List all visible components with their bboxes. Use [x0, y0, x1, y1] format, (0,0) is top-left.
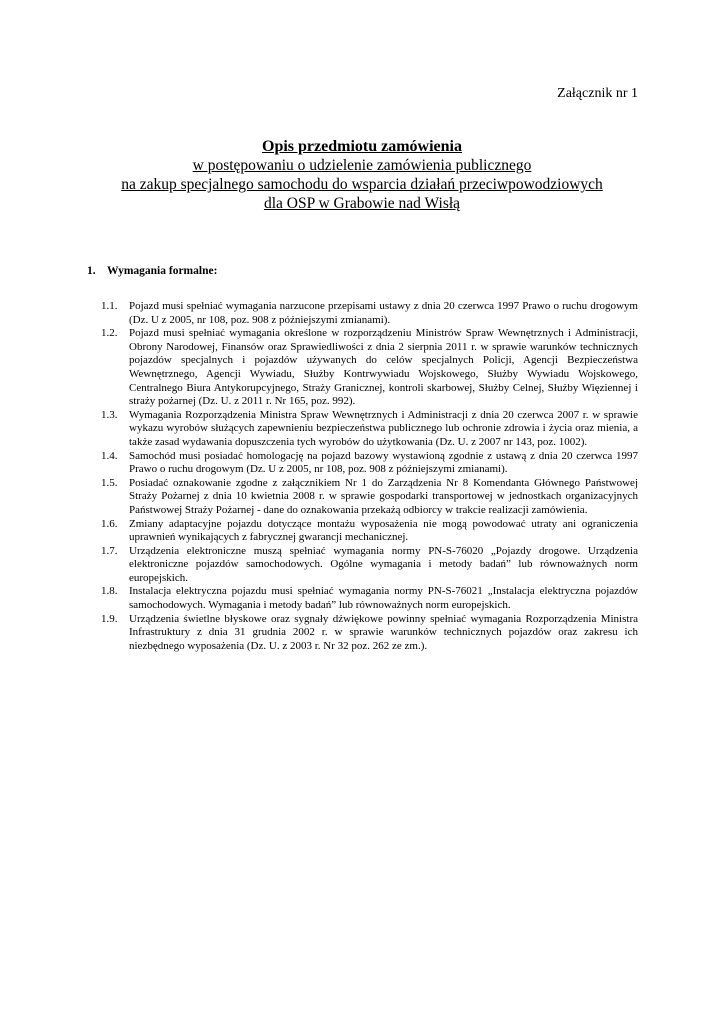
item-text: Posiadać oznakowanie zgodne z załącznikiem Nr 1 do Zarządzenia Nr 8 Komendanta Głównego Państwowej Straży Pożarnej z dnia 10 kwietnia 2008 r. w sprawie gospodarki transportowej w jednostkach organizacyjnych Państwowej Straży Pożarnej - dane do oznakowania przekażą odbiorcy w trakcie realizacji zamówienia.	[129, 476, 638, 516]
list-item	[101, 545, 638, 586]
item-number: 1.1.	[101, 300, 118, 312]
document-title	[60, 137, 664, 213]
list-item	[101, 613, 638, 654]
item-text: Instalacja elektryczna pojazdu musi spełniać wymagania normy PN-S-76021 „Instalacja elektryczna pojazdów samochodowych. Wymagania i metody badań” lub równoważnych norm europejskich.	[129, 585, 638, 612]
item-text: Pojazd musi spełniać wymagania narzucone przepisami ustawy z dnia 20 czerwca 1997 Prawo o ruchu drogowym (Dz. U z 2005, nr 108, poz. 908 z późniejszymi zmianami).	[129, 300, 638, 326]
item-number: 1.4.	[101, 449, 118, 462]
item-number: 1.3.	[101, 408, 118, 421]
item-number: 1.5.	[101, 476, 118, 489]
item-text: Samochód musi posiadać homologację na pojazd bazowy wystawioną zgodnie z ustawą z dnia 20 czerwca 1997 Prawo o ruchu drogowym (Dz. U z 2005, nr 108, poz. 908 z późniejszymi zmianami).	[129, 449, 638, 476]
title-line-4: dla OSP w Grabowie nad Wisłą	[263, 195, 461, 212]
list-item	[101, 327, 638, 409]
item-number: 1.7.	[101, 544, 118, 557]
title-line-2: w postępowaniu o udzielenie zamówienia publicznego	[192, 157, 532, 174]
item-text: Zmiany adaptacyjne pojazdu dotyczące montażu wyposażenia nie mogą powodować utraty ani ograniczenia uprawnień wynikających z fabrycznej gwarancji mechanicznej.	[129, 517, 638, 544]
item-text: Wymagania Rozporządzenia Ministra Spraw Wewnętrznych i Administracji z dnia 20 czerwca 2007 r. w sprawie wykazu wyrobów służących zapewnieniu bezpieczeństwa publicznego lub ochronie zdrowia i życia oraz mienia, a także zasad wydawania dopuszczenia tych wyrobów do użytkowania (Dz. U. z 2007 nr 143, poz. 1002).	[129, 408, 638, 448]
item-text: Pojazd musi spełniać wymagania określone w rozporządzeniu Ministrów Spraw Wewnętrznych i Administracji, Obrony Narodowej, Finansów oraz Sprawiedliwości z dnia 2 sierpnia 2011 r. w sprawie warunków technicznych pojazdów specjalnych i pojazdów używanych do celów specjalnych Policji, Agencji Bezpieczeństwa Wewnętrznego, Agencji Wywiadu, Służby Kontrwywiadu Wojskowego, Służby Wywiadu Wojskowego, Centralnego Biura Antykorupcyjnego, Straży Granicznej, kontroli skarbowej, Służby Celnej, Służby Więziennej i straży pożarnej (Dz. U. z 2011 r. Nr 165, poz. 992).	[129, 327, 638, 408]
title-line-1: Opis przedmiotu zamówienia	[262, 138, 462, 155]
item-number: 1.6.	[101, 517, 118, 530]
item-number: 1.8.	[101, 585, 118, 598]
section-heading-text: Wymagania formalne:	[107, 265, 218, 277]
list-item	[101, 477, 638, 518]
title-line-3: na zakup specjalnego samochodu do wsparcia działań przeciwpowodziowych	[121, 176, 603, 193]
section-heading	[87, 265, 217, 277]
annex-label: Załącznik nr 1	[557, 86, 638, 101]
section-number: 1.	[87, 265, 96, 277]
item-number: 1.9.	[101, 612, 118, 625]
item-text: Urządzenia świetlne błyskowe oraz sygnały dźwiękowe powinny spełniać wymagania Rozporządzenia Ministra Infrastruktury z dnia 31 grudnia 2002 r. w sprawie warunków technicznych pojazdów oraz zakresu ich niezbędnego wyposażenia (Dz. U. z 2003 r. Nr 32 poz. 262 ze zm.).	[129, 612, 638, 652]
list-item	[101, 518, 638, 545]
list-item	[101, 300, 638, 327]
requirements-list	[101, 300, 638, 653]
item-text: Urządzenia elektroniczne muszą spełniać wymagania normy PN-S-76020 „Pojazdy drogowe. Urządzenia elektroniczne pojazdów samochodowych. Ogólne wymagania i metody badań” lub równoważnych norm europejskich.	[129, 544, 638, 584]
list-item	[101, 585, 638, 612]
list-item	[101, 450, 638, 477]
list-item	[101, 409, 638, 450]
item-number: 1.2.	[101, 327, 118, 340]
